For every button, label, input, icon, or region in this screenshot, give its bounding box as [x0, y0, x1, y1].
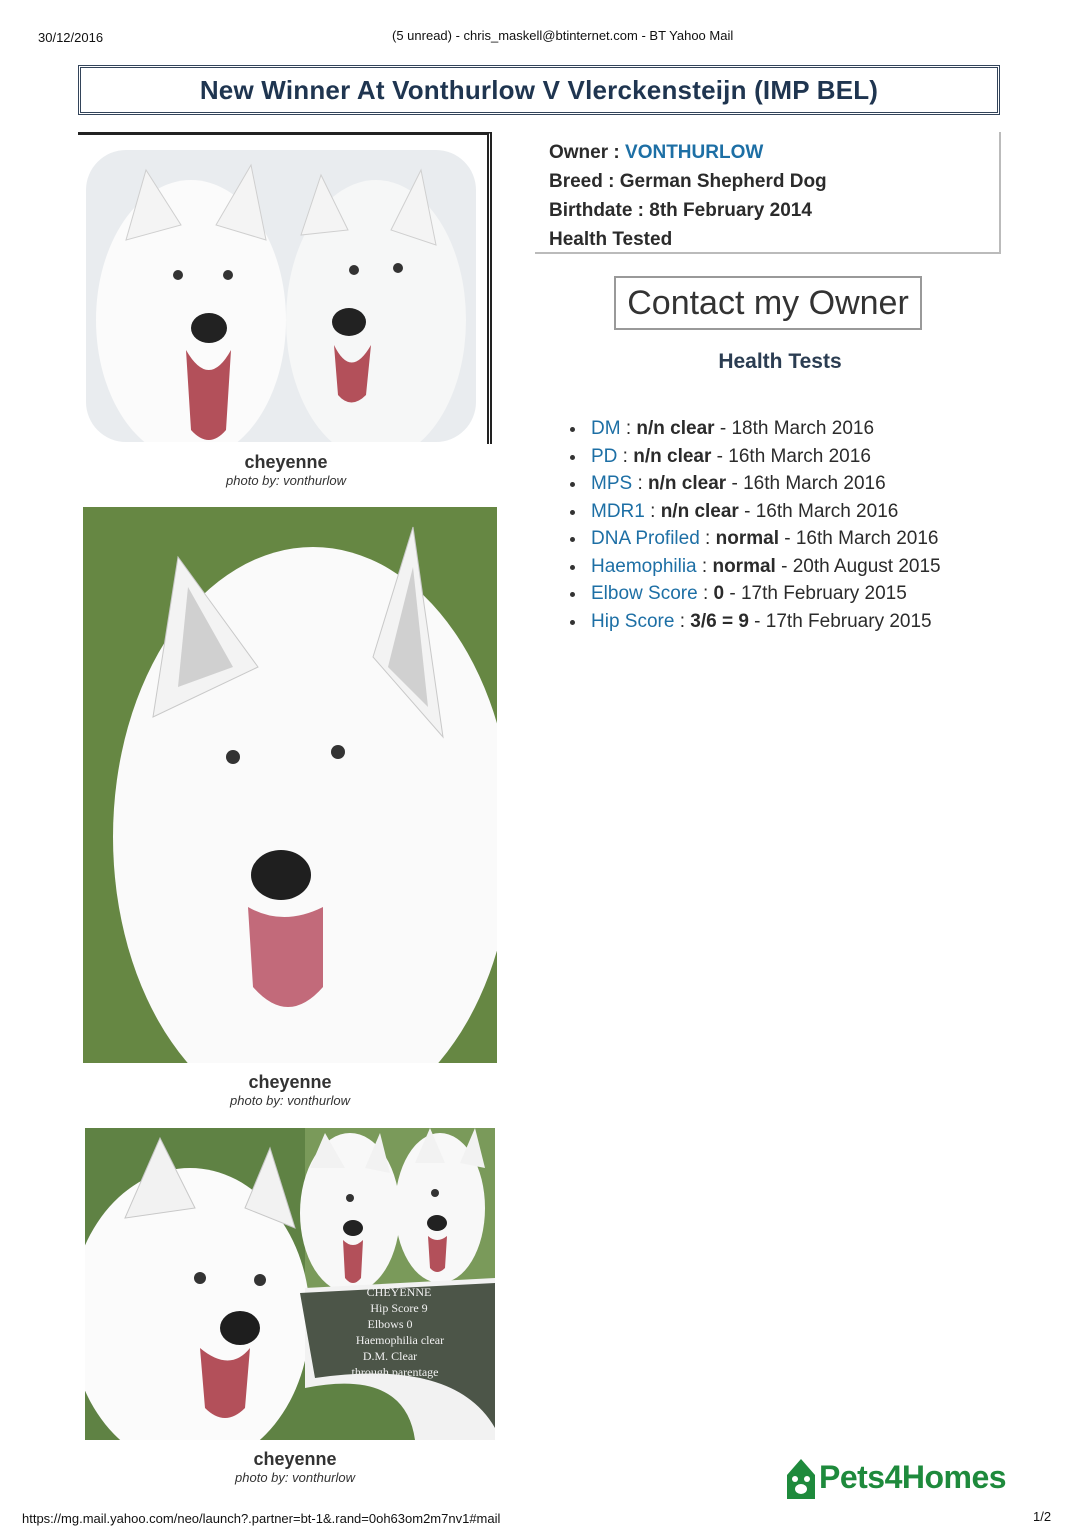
health-tests-title: Health Tests	[718, 350, 842, 373]
health-test-date: - 16th March 2016	[711, 445, 871, 467]
health-test-separator: :	[696, 555, 713, 577]
owner-line: Owner : VONTHURLOW	[549, 142, 764, 163]
photo-name: cheyenne	[244, 452, 328, 472]
health-test-item	[570, 500, 950, 523]
health-test-link[interactable]: Elbow Score	[591, 583, 698, 604]
print-date: 30/12/2016	[38, 30, 104, 45]
health-test-result: n/n clear	[648, 473, 727, 494]
photo-name: cheyenne	[248, 1072, 332, 1092]
health-test-separator: :	[617, 445, 634, 467]
photo-name: cheyenne	[253, 1449, 337, 1469]
health-tests-list	[570, 417, 950, 637]
dog-photo-3[interactable]	[85, 1128, 495, 1440]
health-test-link[interactable]: DNA Profiled	[591, 528, 700, 549]
overlay-line: Hip Score 9	[370, 1301, 428, 1315]
health-test-date: - 16th March 2016	[726, 473, 886, 494]
health-test-link[interactable]: PD	[591, 445, 618, 467]
health-test-result: normal	[712, 555, 776, 577]
health-test-separator: :	[674, 610, 691, 632]
health-test-separator: :	[699, 528, 716, 549]
health-test-result: 0	[713, 583, 725, 604]
health-test-result: normal	[715, 528, 779, 549]
health-test-link[interactable]: Hip Score	[591, 610, 675, 632]
health-test-link[interactable]: Haemophilia	[591, 555, 697, 577]
health-tested-badge: Health Tested	[549, 229, 673, 250]
photo-credit: photo by: vonthurlow	[230, 1093, 350, 1108]
photo-caption-3	[95, 1449, 495, 1485]
breed-line: Breed : German Shepherd Dog	[549, 171, 827, 192]
health-test-item	[570, 527, 950, 550]
health-test-date: - 17th February 2015	[724, 583, 907, 604]
health-test-result: n/n clear	[633, 445, 712, 467]
health-test-separator: :	[632, 473, 649, 494]
overlay-line: Elbows 0	[367, 1317, 413, 1331]
health-test-date: - 18th March 2016	[714, 418, 875, 439]
health-test-date: - 17th February 2015	[748, 610, 932, 632]
page-number: 1/2	[1033, 1509, 1052, 1524]
health-test-separator: :	[697, 583, 714, 604]
health-test-item	[570, 610, 950, 633]
photo-credit: photo by: vonthurlow	[235, 1470, 355, 1485]
overlay-line: CHEYENNE	[366, 1285, 432, 1299]
dog-photo-1[interactable]	[86, 150, 476, 442]
window-title: (5 unread) - chris_maskell@btinternet.com - BT Yahoo Mail	[392, 28, 734, 43]
house-paw-icon	[783, 1455, 819, 1499]
health-test-item	[570, 555, 950, 578]
health-test-item	[570, 417, 950, 440]
overlay-line: D.M. Clear	[362, 1349, 418, 1363]
health-test-link[interactable]: DM	[591, 418, 621, 439]
health-test-link[interactable]: MPS	[591, 473, 633, 494]
health-test-result: n/n clear	[660, 500, 739, 522]
footer-url: https://mg.mail.yahoo.com/neo/launch?.partner=bt-1&.rand=0oh63om2m7nv1#mail	[22, 1511, 501, 1526]
health-test-link[interactable]: MDR1	[591, 500, 645, 522]
health-test-item	[570, 582, 950, 605]
health-test-item	[570, 445, 950, 468]
health-test-item	[570, 472, 950, 495]
overlay-line: Haemophilia clear	[355, 1333, 445, 1347]
photo-caption-1	[86, 452, 486, 488]
logo-text: Pets4Homes	[819, 1458, 1007, 1495]
health-test-result: 3/6 = 9	[690, 610, 749, 632]
pets4homes-logo[interactable]	[783, 1455, 1006, 1499]
page-title-box	[78, 65, 1000, 115]
health-test-date: - 16th March 2016	[738, 500, 899, 522]
dog-photo-2[interactable]	[83, 507, 497, 1063]
photo-credit: photo by: vonthurlow	[226, 473, 346, 488]
photo-caption-2	[90, 1072, 490, 1108]
health-test-separator: :	[644, 500, 661, 522]
birthdate-line: Birthdate : 8th February 2014	[549, 200, 812, 221]
health-test-separator: :	[620, 418, 637, 439]
contact-owner-button[interactable]: Contact my Owner	[614, 276, 922, 330]
health-test-date: - 16th March 2016	[778, 528, 939, 549]
health-test-result: n/n clear	[636, 418, 715, 439]
page-title: New Winner At Vonthurlow V Vlerckensteijn (IMP BEL)	[199, 74, 879, 105]
owner-link[interactable]: VONTHURLOW	[625, 142, 764, 163]
health-test-date: - 20th August 2015	[775, 555, 941, 577]
dog-info-box	[535, 132, 1001, 254]
overlay-line: through parentage	[351, 1365, 439, 1379]
